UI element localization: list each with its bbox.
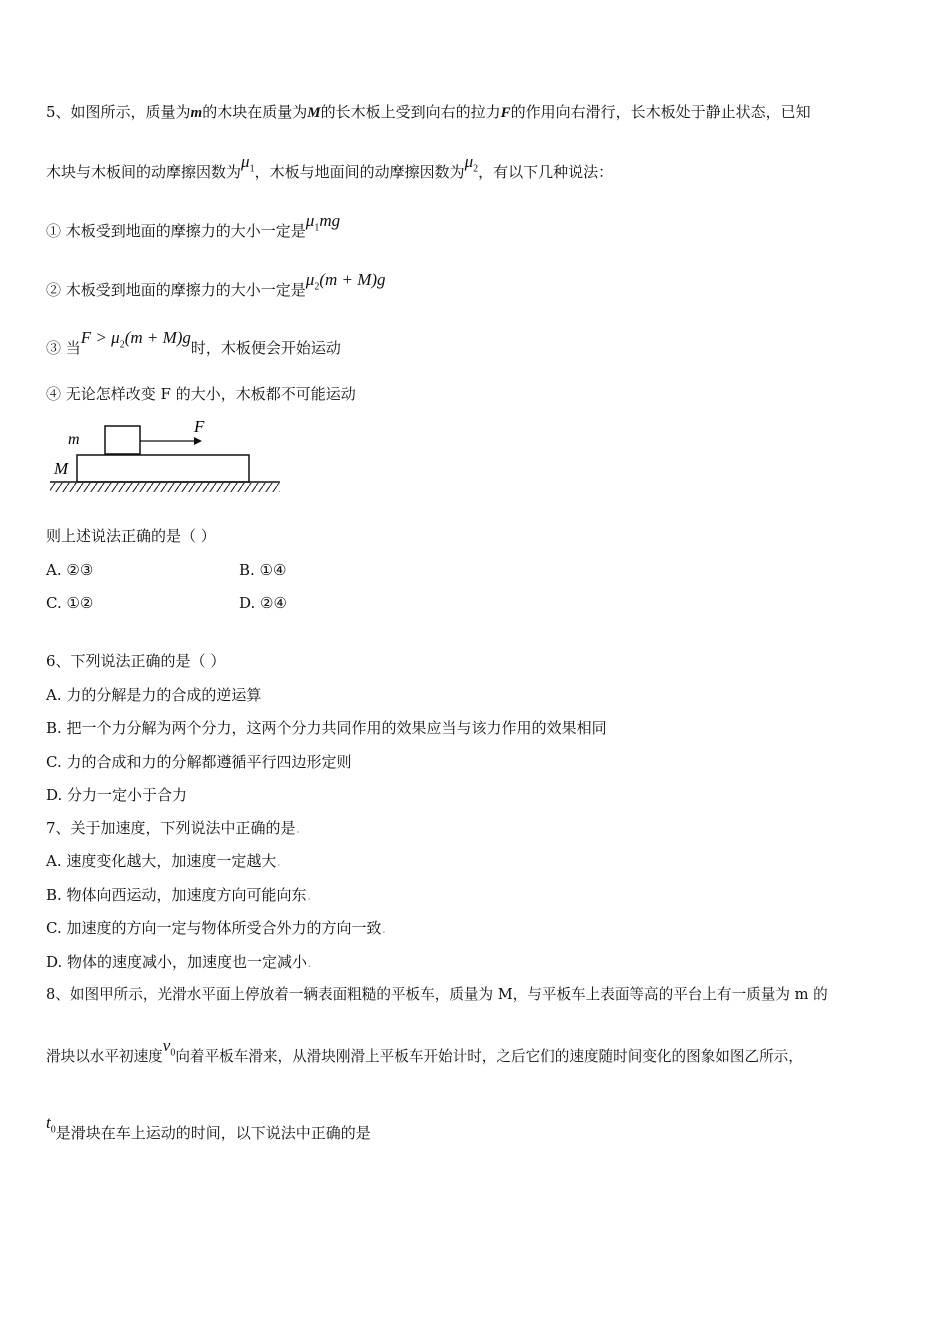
fig-label-F: F bbox=[194, 417, 205, 436]
option-5a[interactable]: A. ②③ bbox=[46, 561, 94, 579]
q8-stem-line2: 滑块以水平初速度$v_0$向着平板车滑来，从滑块刚滑上平板车开始计时，之后它们的速度随时间变化的图象如图乙所示， bbox=[46, 1036, 803, 1065]
option-7c[interactable]: C. 加速度的方向一定与物体所受合外力的方向一致. bbox=[46, 919, 387, 937]
fig-label-m: m bbox=[68, 431, 80, 448]
var-F: F bbox=[500, 105, 511, 121]
option-6b[interactable]: B. 把一个力分解为两个分力，这两个分力共同作用的效果应当与该力作用的效果相同 bbox=[46, 719, 607, 737]
option-5d[interactable]: D. ②④ bbox=[239, 594, 287, 612]
q5-text-2a: 木块与木板间的动摩擦因数为 bbox=[46, 163, 242, 181]
q5-question: 则上述说法正确的是（ ） bbox=[46, 527, 216, 545]
q5-text-1b: 的木块在质量为 bbox=[202, 103, 308, 121]
statement-2-formula: $\mu_2(m + M)g$ bbox=[305, 270, 386, 293]
q7-stem: 7、关于加速度，下列说法中正确的是. bbox=[46, 819, 301, 837]
option-7d[interactable]: D. 物体的速度减小，加速度也一定减小. bbox=[46, 953, 312, 971]
q5-statement-1 bbox=[46, 211, 341, 248]
t0-symbol: $t_0$ bbox=[46, 1113, 56, 1136]
q6-stem: 6、下列说法正确的是（ ） bbox=[46, 652, 226, 670]
option-6c[interactable]: C. 力的合成和力的分解都遵循平行四边形定则 bbox=[46, 753, 352, 771]
small-block bbox=[105, 426, 140, 454]
statement-3-pre: ③ 当 bbox=[46, 339, 81, 357]
q5-text-1a: 5、如图所示，质量为 bbox=[46, 103, 191, 121]
q8-stem-line3: $t_0$是滑块在车上运动的时间，以下说法中正确的是 bbox=[46, 1113, 371, 1142]
q5-statement-3 bbox=[46, 328, 341, 365]
q5-text-1c: 的长木板上受到向右的拉力 bbox=[320, 103, 501, 121]
mu2-symbol: $\mu_2$ bbox=[464, 152, 479, 175]
var-M: M bbox=[307, 105, 321, 121]
force-arrow-head bbox=[194, 437, 202, 445]
option-5b[interactable]: B. ①④ bbox=[239, 561, 287, 579]
option-5c[interactable]: C. ①② bbox=[46, 594, 94, 612]
ground-hatch bbox=[50, 483, 280, 492]
long-board bbox=[77, 455, 249, 482]
option-7b[interactable]: B. 物体向西运动，加速度方向可能向东. bbox=[46, 886, 312, 904]
option-7a[interactable]: A. 速度变化越大，加速度一定越大. bbox=[46, 852, 282, 870]
v0-symbol: $v_0$ bbox=[162, 1036, 176, 1059]
statement-1-text: ① 木板受到地面的摩擦力的大小一定是 bbox=[46, 222, 306, 240]
fig-label-M: M bbox=[54, 459, 69, 478]
q8-stem-line1: 8、如图甲所示，光滑水平面上停放着一辆表面粗糙的平板车，质量为 M，与平板车上表面等高的平台上有一质量为 m 的 bbox=[46, 986, 828, 1003]
q5-stem-line1 bbox=[46, 102, 811, 123]
block-board-figure bbox=[46, 416, 286, 498]
var-m: m bbox=[190, 105, 203, 121]
q5-text-1d: 的作用向右滑行，长木板处于静止状态，已知 bbox=[510, 103, 811, 121]
option-6a[interactable]: A. 力的分解是力的合成的逆运算 bbox=[46, 686, 262, 704]
statement-1-formula: $\mu_1mg$ bbox=[305, 211, 341, 234]
q5-text-2b: ，木板与地面间的动摩擦因数为 bbox=[254, 163, 465, 181]
q5-stem-line2 bbox=[46, 152, 614, 189]
statement-3-formula: $F > \mu_2(m + M)g$ bbox=[80, 328, 191, 351]
option-6d[interactable]: D. 分力一定小于合力 bbox=[46, 786, 188, 804]
q5-statement-2 bbox=[46, 270, 386, 307]
mu1-symbol: $\mu_1$ bbox=[241, 152, 255, 175]
q5-statement-4: ④ 无论怎样改变 F 的大小，木板都不可能运动 bbox=[46, 385, 356, 403]
statement-3-post: 时，木板便会开始运动 bbox=[190, 339, 341, 357]
q5-text-2c: ，有以下几种说法： bbox=[478, 163, 614, 181]
statement-2-text: ② 木板受到地面的摩擦力的大小一定是 bbox=[46, 281, 306, 299]
